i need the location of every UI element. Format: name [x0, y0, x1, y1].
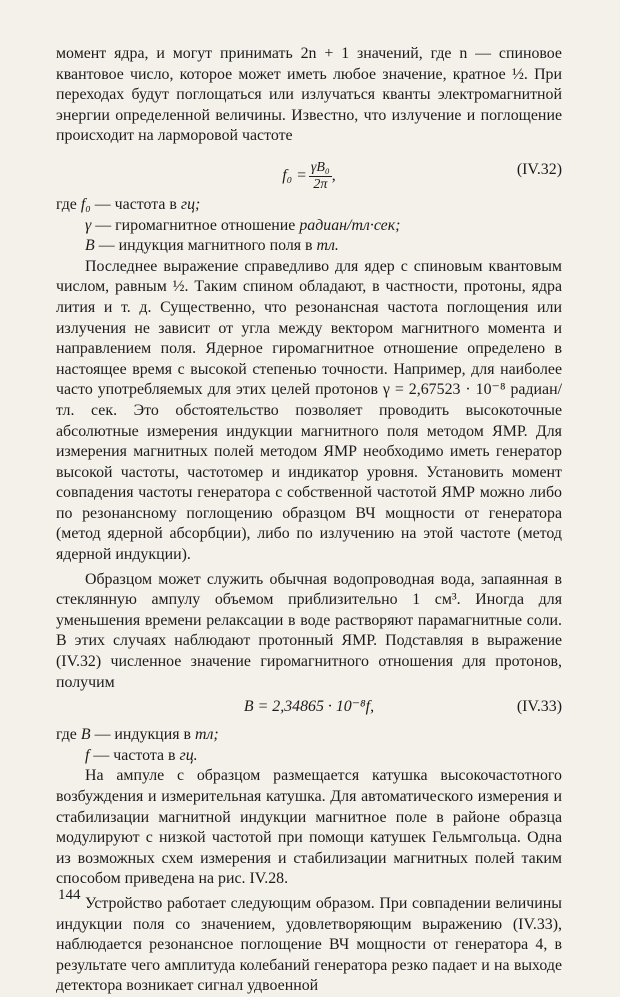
paragraph-4: На ампуле с образцом размещается катушка высокочастотного возбуждения и измерительная катушка. Для автоматического измерения и стабилизации магнитной индукции магнитное поле в районе образца модулируют с низкой частотой при помощи катушек Гельмгольца. Одна из возможных схем измерения и стабилизации магнитных полей таким способом приведена на рис. IV.28. [56, 767, 562, 888]
paragraph-3: Образцом может служить обычная водопроводная вода, запаянная в стеклянную ампулу объемом приблизительно 1 см³. Иногда для уменьшения времени релаксации в воде растворяют парамагнитные соли. В этих случаях наблюдают протонный ЯМР. Подставляя в выражение (IV.32) численное значение гиромагнитного отношения для протонов, получим [56, 570, 562, 691]
definition-unit: радиан/тл·сек; [299, 216, 401, 234]
definition-unit: гц. [179, 746, 198, 764]
equation-IV-32-tail: , [331, 167, 336, 185]
paragraph-5: Устройство работает следующим образом. При совпадении величины индукции поля со значением, удовлетворяющим выражению (IV.33), наблюдается резонансное поглощение ВЧ мощности от генератора 4, в результате чего амплитуда колебаний генератора резко падает и на выходе детектора возникает сигнал удвоенной [56, 894, 562, 995]
definition-unit: тл; [194, 726, 219, 744]
equation-IV-32-fraction [309, 160, 332, 193]
paragraph-1: момент ядра, и могут принимать 2n + 1 значений, где n — спиновое квантовое число, которое может иметь любое значение, кратное ½. При переходах будут поглощаться или излучаться кванты электромагнитной энергии определенной величины. Известно, что излучение и поглощение происходит на ларморовой частоте [56, 45, 562, 145]
definition-text: — индукция магнитного поля в [98, 237, 313, 255]
definition-symbol: f [85, 746, 90, 764]
definition-unit: тл. [316, 237, 339, 255]
definitions-list-1 [56, 195, 562, 257]
equation-IV-33-formula: B = 2,34865 · 10⁻⁸f, [243, 698, 375, 716]
equation-IV-32-lhs: f₀ = [282, 167, 307, 185]
definition-item [56, 725, 562, 746]
definition-text: — гиромагнитное отношение [95, 216, 296, 234]
paragraph-2: Последнее выражение справедливо для ядер с спиновым квантовым числом, равным ½. Таким спином обладают, в частности, протоны, ядра лития и т. д. Существенно, что резонансная частота поглощения или излучения не зависит от угла между вектором магнитного момента и направлением поля. Ядерное гиромагнитное отношение определено в настоящее время с высокой степенью точности. Например, для наиболее часто употребляемых для этих целей протонов γ = 2,67523 · 10⁻⁸ радиан/тл. сек. Это обстоятельство позволяет проводить высокоточные абсолютные измерения индукции магнитного поля методом ЯМР. Для измерения магнитных полей методом ЯМР необходимо иметь генератор высокой частоты, частотомер и индикатор уровня. Установить момент совпадения частоты генератора с собственной частотой ЯМР можно либо по резонансному поглощению образцом ВЧ мощности от генератора (метод ядерной абсорбции), либо по излучению на этой частоте (метод ядерной индукции). [56, 257, 562, 564]
definition-text: — частота в [94, 195, 177, 213]
definition-symbol: γ [85, 216, 92, 234]
definition-symbol: f₀ [80, 195, 91, 213]
page-number: 144 [58, 887, 81, 903]
equation-IV-32-formula [56, 160, 562, 193]
definition-lead: где [56, 195, 77, 213]
equation-IV-33 [56, 695, 562, 721]
definition-item [56, 746, 562, 767]
definition-item [56, 195, 562, 216]
definition-unit: гц; [180, 195, 201, 213]
equation-IV-32-numerator: γB₀ [310, 159, 330, 175]
definition-item [56, 216, 562, 237]
definition-text: — индукция в [94, 726, 191, 744]
equation-IV-32 [56, 152, 562, 192]
definition-text: — частота в [93, 746, 176, 764]
definition-symbol: B [80, 726, 91, 744]
definition-item [56, 236, 562, 257]
equation-IV-32-denominator: 2π [313, 176, 328, 192]
definition-lead: где [56, 726, 77, 744]
definition-symbol: B [85, 237, 95, 255]
equation-IV-33-number: (IV.33) [516, 698, 562, 716]
definitions-list-2 [56, 725, 562, 766]
equation-IV-32-number: (IV.32) [516, 160, 562, 178]
